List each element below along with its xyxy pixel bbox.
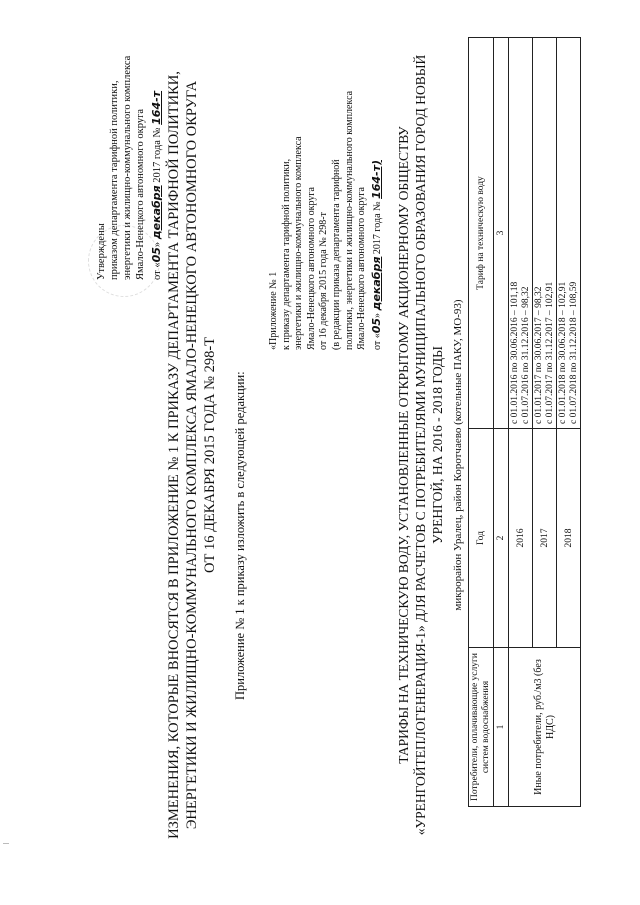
tariff-cell: с 01.01.2016 по 30.06.2016 – 101,18 с 01.07.2016 по 31.12.2016 – 98,32: [509, 38, 533, 429]
tariff-title-line: «УРЕНГОЙТЕПЛОГЕНЕРАЦИЯ-1» ДЛЯ РАСЧЕТОВ С ПОТРЕБИТЕЛЯМИ МУНИЦИПАЛЬНОГО ОБРАЗОВАНИЯ ГОРОД НОВЫЙ: [413, 54, 428, 836]
annex-line: Ямало-Ненецкого автономного округа: [305, 187, 317, 350]
approval-line: Утверждены: [96, 223, 107, 280]
tariff-title-line: УРЕНГОЙ, НА 2016 - 2018 ГОДЫ: [430, 346, 445, 544]
handwritten-number: 164-т): [369, 160, 383, 199]
document-heading: [165, 65, 219, 845]
handwritten-month: декабря: [369, 256, 383, 311]
header-year: Год: [469, 429, 494, 648]
table-row: [509, 38, 533, 807]
annex-line: (в редакции приказа департамента тарифной: [330, 159, 342, 350]
annex-line: от 16 декабря 2015 года № 298-т: [318, 212, 330, 350]
year-cell: 2016: [509, 429, 533, 648]
approval-line: Ямало-Ненецкого автономного округа: [135, 108, 146, 280]
year-cell: 2017: [533, 429, 557, 648]
tariff-cell: с 01.01.2017 по 30.06.2017 – 98,32 с 01.07.2017 по 31.12.2017 – 102,91: [533, 38, 557, 429]
handwritten-day: 05: [369, 317, 383, 334]
approval-line: энергетики и жилищно-коммунального комплекса: [122, 55, 133, 280]
heading-line: ЭНЕРГЕТИКИ И ЖИЛИЩНО-КОММУНАЛЬНОГО КОМПЛЕКСА ЯМАЛО-НЕНЕЦКОГО АВТОНОМНОГО ОКРУГА: [184, 80, 200, 830]
approval-line: приказом департамента тарифной политики,: [109, 80, 120, 280]
col-number: 2: [494, 429, 509, 648]
table-number-row: [494, 38, 509, 807]
heading-line: ОТ 16 ДЕКАБРЯ 2015 ГОДА № 298-Т: [202, 336, 218, 574]
annex-date: от «05» декабря 2017 года № 164-т): [369, 160, 383, 350]
annex-block: [268, 91, 384, 350]
tariff-title: [395, 45, 446, 845]
handwritten-number: 164-т: [150, 90, 163, 125]
handwritten-day: 05: [150, 247, 163, 263]
year-cell: 2018: [557, 429, 581, 648]
tariff-cell: с 01.01.2018 по 30.06.2018 – 102,91 с 01.07.2018 по 31.12.2018 – 108,59: [557, 38, 581, 429]
tariff-title-line: ТАРИФЫ НА ТЕХНИЧЕСКУЮ ВОДУ, УСТАНОВЛЕННЫЕ ОТКРЫТОМУ АКЦИОНЕРНОМУ ОБЩЕСТВУ: [396, 126, 411, 764]
table-caption: микрорайон Уралец, район Коротчаево (котельные ПАКУ, МО-93): [452, 299, 464, 611]
tariff-table: [468, 37, 581, 807]
handwritten-month: декабря: [150, 185, 163, 240]
consumer-cell: Иные потребители, руб./м3 (без НДС): [509, 648, 581, 807]
annex-line: «Приложение № 1: [268, 271, 279, 350]
approval-block: [95, 56, 164, 280]
annex-line: энергетики и жилищно-коммунального комплекса: [293, 136, 305, 350]
header-tariff: Тариф на техническую воду: [469, 38, 494, 429]
annex-line: к приказу департамента тарифной политики,: [280, 158, 292, 350]
intro-text: Приложение № 1 к приказу изложить в следующей редакции:: [233, 371, 247, 700]
approval-date: от «05» декабря 2017 года № 164-т: [150, 90, 163, 280]
col-number: 1: [494, 648, 509, 807]
annex-line: Ямало-Ненецкого автономного округа: [356, 187, 368, 350]
col-number: 3: [494, 38, 509, 429]
header-consumers: Потребители, оплачивающие услуги систем водоснабжения: [469, 648, 494, 807]
heading-line: ИЗМЕНЕНИЯ, КОТОРЫЕ ВНОСЯТСЯ В ПРИЛОЖЕНИЕ № 1 К ПРИКАЗУ ДЕПАРТАМЕНТА ТАРИФНОЙ ПОЛИТИКИ,: [166, 71, 182, 839]
scan-edge-mark: [3, 843, 9, 844]
annex-line: политики, энергетики и жилищно-коммунального комплекса: [343, 90, 355, 350]
table-header-row: [469, 38, 494, 807]
